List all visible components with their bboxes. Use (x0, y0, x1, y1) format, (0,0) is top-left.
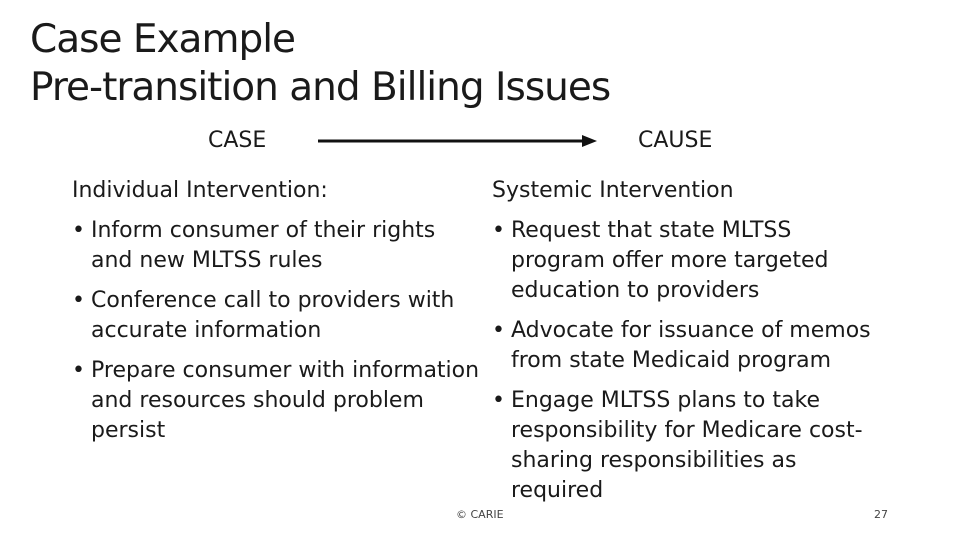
slide-title-line-2: Pre-transition and Billing Issues (30, 65, 611, 110)
case-to-cause-arrow-icon (318, 134, 598, 148)
systemic-intervention-heading: Systemic Intervention (492, 178, 734, 203)
systemic-intervention-list (492, 216, 892, 506)
page-number: 27 (874, 508, 888, 521)
systemic-intervention-column (492, 176, 892, 516)
case-label: CASE (208, 128, 267, 153)
list-item: • Conference call to providers with accurate information (72, 286, 482, 346)
list-item: • Engage MLTSS plans to take responsibility for Medicare cost-sharing responsibilities as required (492, 386, 892, 506)
cause-label: CAUSE (638, 128, 713, 153)
slide-title (30, 16, 610, 112)
individual-intervention-list (72, 216, 482, 446)
list-item: • Request that state MLTSS program offer more targeted education to providers (492, 216, 892, 306)
individual-intervention-heading: Individual Intervention: (72, 178, 328, 203)
slide-title-line-1: Case Example (30, 17, 296, 62)
copyright-footer: © CARIE (456, 508, 504, 521)
individual-intervention-column (72, 176, 482, 456)
list-item: • Prepare consumer with information and resources should problem persist (72, 356, 482, 446)
list-item: • Advocate for issuance of memos from state Medicaid program (492, 316, 892, 376)
list-item: • Inform consumer of their rights and new MLTSS rules (72, 216, 482, 276)
